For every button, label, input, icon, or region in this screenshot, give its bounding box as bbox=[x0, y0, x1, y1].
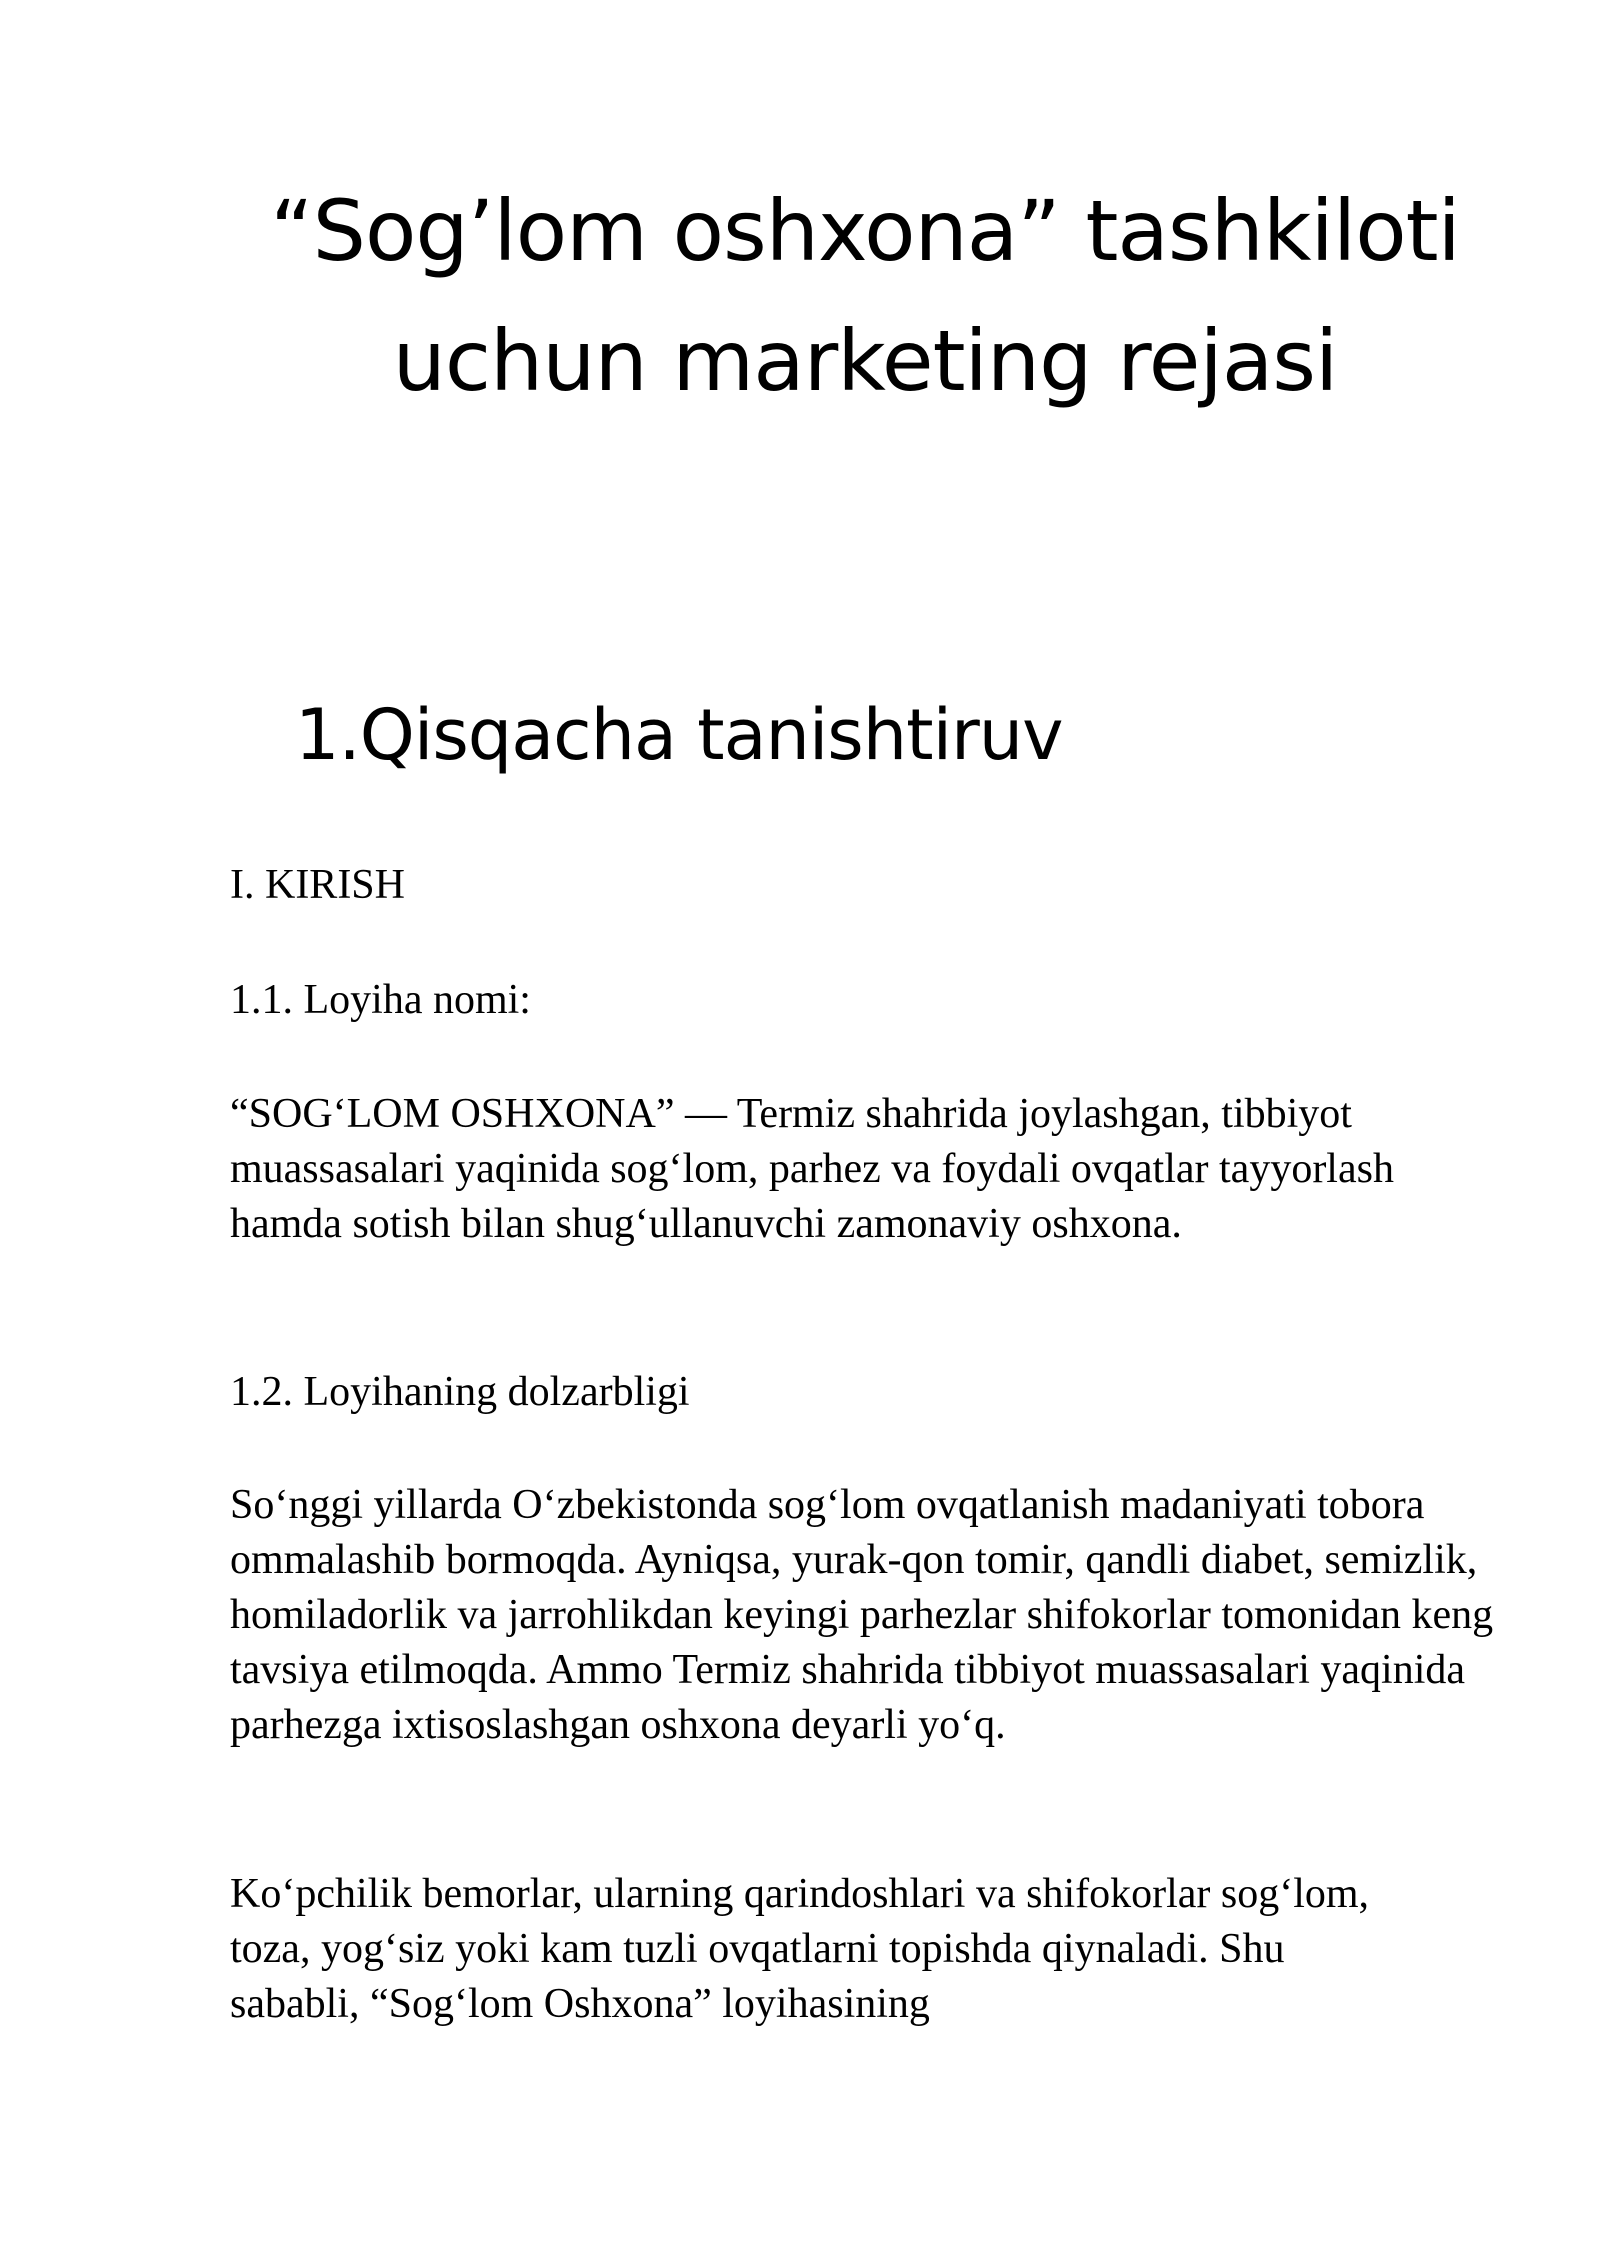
relevance-paragraph-2: Ko‘pchilik bemorlar, ularning qarindoshlari va shifokorlar sog‘lom, toza, yog‘siz yoki kam tuzli ovqatlarni topishda qiynaladi. Shu sababli, “Sog‘lom Oshxona” loyihasining bbox=[230, 1871, 1370, 2027]
section-heading: 1.Qisqacha tanishtiruv bbox=[295, 694, 1063, 776]
document-title: “Sog’lom oshxona” tashkiloti uchun marketing rejasi bbox=[270, 182, 1460, 410]
project-name-paragraph: “SOG‘LOM OSHXONA” — Termiz shahrida joylashgan, tibbiyot muassasalari yaqinida sog‘lom, parhez va foydali ovqatlar tayyorlash hamda sotish bilan shug‘ullanuvchi zamonaviy oshxona. bbox=[230, 1091, 1394, 1247]
intro-heading: I. KIRISH bbox=[230, 862, 405, 908]
relevance-label: 1.2. Loyihaning dolzarbligi bbox=[230, 1369, 690, 1415]
project-name-label: 1.1. Loyiha nomi: bbox=[230, 977, 531, 1023]
relevance-paragraph-1: So‘nggi yillarda O‘zbekistonda sog‘lom ovqatlanish madaniyati tobora ommalashib bormoqda. Ayniqsa, yurak-qon tomir, qandli diabet, semizlik, homiladorlik va jarrohlikdan keyingi parhezlar shifokorlar tomonidan keng tavsiya etilmoqda. Ammo Termiz shahrida tibbiyot muassasalari yaqinida parhezga ixtisoslashgan oshxona deyarli yo‘q. bbox=[230, 1482, 1494, 1748]
